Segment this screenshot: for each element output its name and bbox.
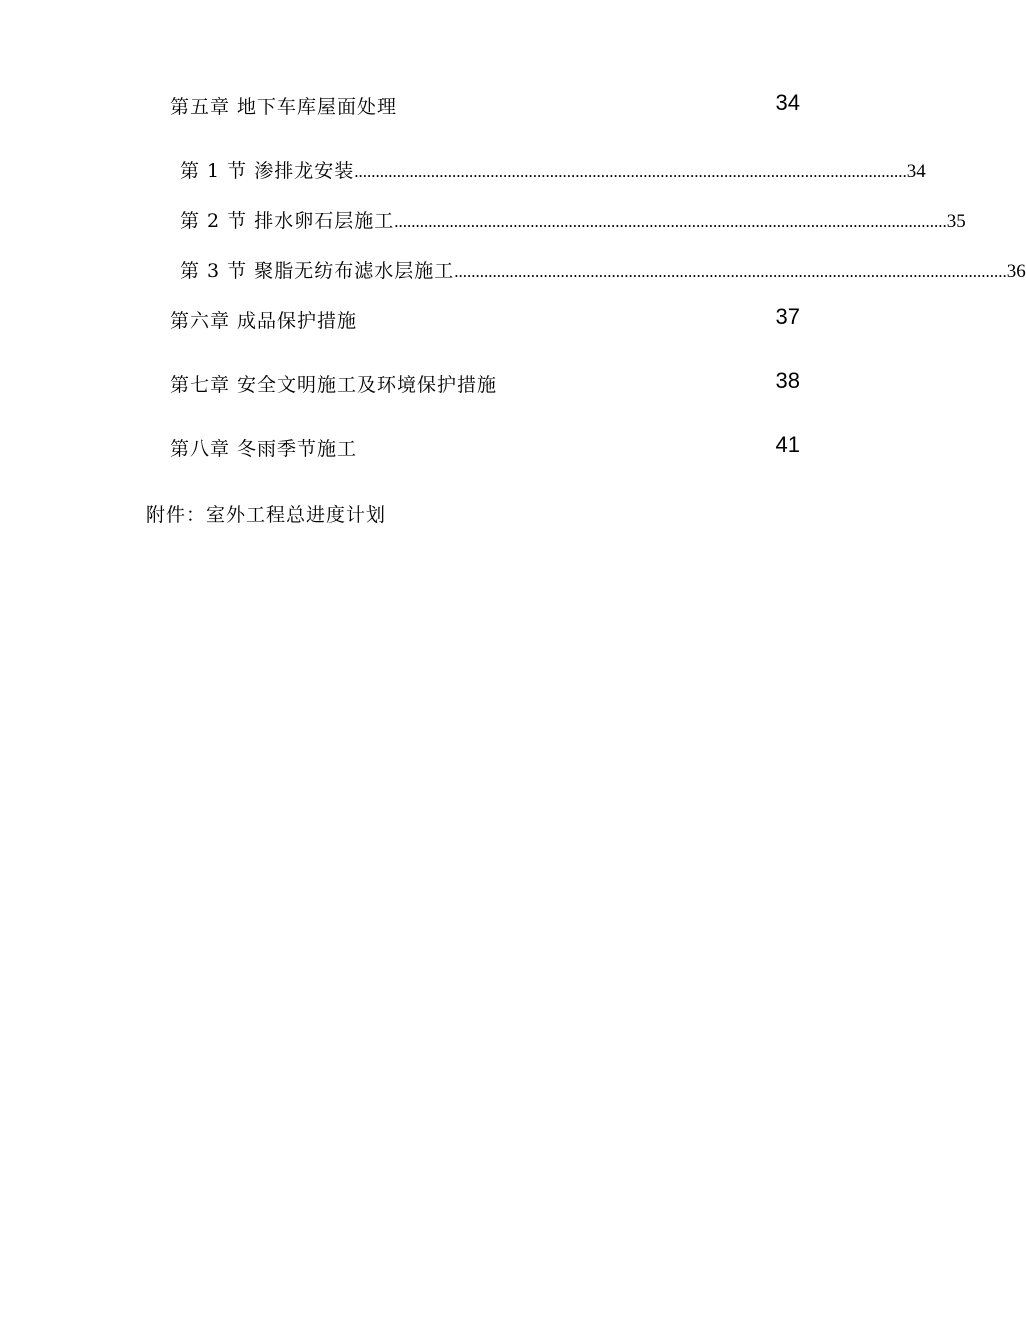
toc-page-number: 37: [775, 304, 800, 329]
toc-page-number: 36: [1006, 261, 1026, 282]
toc-section-2: [180, 206, 966, 232]
toc-section-3: [180, 256, 1026, 282]
toc-section-title: 第 2 节 排水卵石层施工: [180, 210, 395, 232]
toc-chapter-5: [170, 90, 802, 120]
toc-chapter-6: [170, 304, 802, 334]
toc-page-number: 34: [906, 161, 926, 182]
toc-section-title: 第 1 节 渗排龙安装: [180, 160, 355, 182]
toc-chapter-7: [170, 368, 802, 398]
toc-section-title: 第 3 节 聚脂无纺布滤水层施工: [180, 260, 455, 282]
attachment-line: 附件：室外工程总进度计划: [146, 504, 387, 526]
toc-page-number: 38: [775, 368, 800, 393]
toc-dot-leader: ..................................................................................................................................: [454, 262, 1007, 281]
toc-page-number: 35: [946, 211, 966, 232]
toc-page-number: 34: [775, 90, 800, 115]
toc-chapter-title: 第七章 安全文明施工及环境保护措施: [170, 374, 498, 396]
toc-chapter-8: [170, 432, 802, 462]
toc-page-number: 41: [775, 432, 800, 457]
toc-dot-leader: ..................................................................................................................................: [394, 212, 947, 231]
toc-chapter-title: 第五章 地下车库屋面处理: [170, 96, 398, 118]
toc-chapter-title: 第八章 冬雨季节施工: [170, 438, 358, 460]
toc-dot-leader: ..................................................................................................................................: [354, 162, 907, 181]
toc-section-1: [180, 156, 926, 182]
toc-chapter-title: 第六章 成品保护措施: [170, 310, 358, 332]
